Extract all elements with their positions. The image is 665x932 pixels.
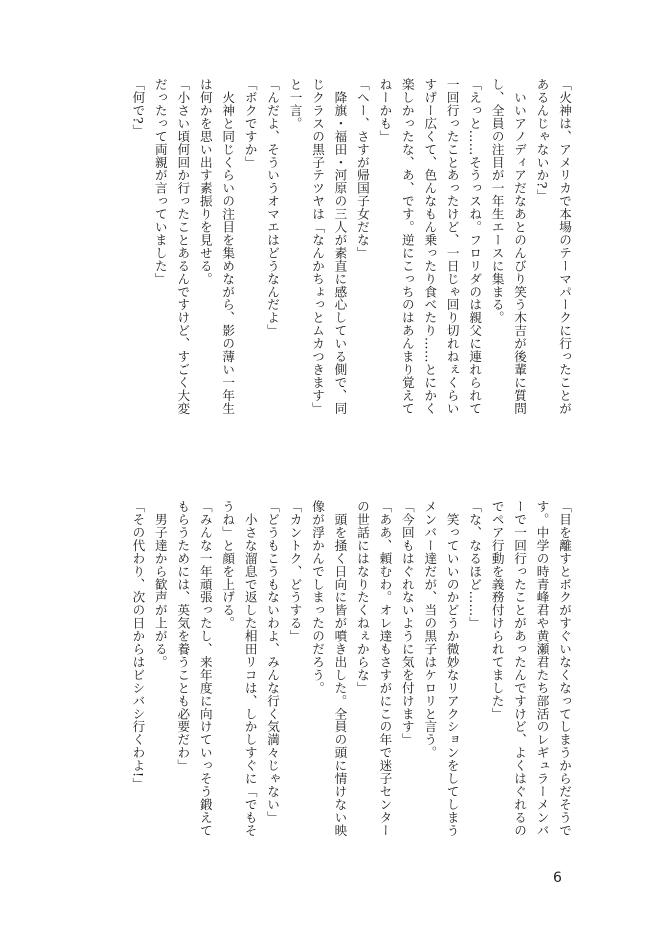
text-block-top [130,78,575,473]
text-line: だったって両親が言っていました」 [152,78,168,286]
text-line: 頭を掻く日向に皆が噴き出した。全員の頭に情けない映 [332,500,348,837]
text-line: 「目を離すとボクがすぐいなくなってしまうからだそうで [557,500,572,837]
text-line: 降旗・福田・河原の三人が素直に感心している側で、同 [332,78,348,415]
text-line: 「んだよ、そういうオマエはどうなんだよ」 [265,78,281,337]
text-line: でペア行動を義務付けられてました」 [489,500,505,721]
text-line: 「何で?」 [130,78,146,137]
text-line: いいアノディアだなあとのんびり笑う木吉が後輩に質問 [512,78,528,415]
text-line: メンバー達だが、当の黒子はケロリと言う。 [422,500,438,759]
text-line: 火神と同じくらいの注目を集めながら、影の薄い一年生 [220,78,236,415]
text-line: の世話にはなりたくねぇからな」 [354,500,370,695]
text-line: もらうためには、英気を養うことも必要だわ」 [175,500,191,772]
text-line: し、全員の注目が一年生エースに集まる。 [489,78,505,325]
text-line: 「どうもこうもないわよ、みんな行く気満々じゃない」 [265,500,281,824]
text-line: 「小さい頃何回か行ったことあるんですけど、すごく大変 [175,78,191,415]
text-line: 一回行ったことあったけど、一日じゃ回り切れねぇくらい [444,78,460,415]
text-line: ーで一回行ったことがあったんですけど、よくはぐれるの [512,500,528,837]
text-line: 楽しかったな、あ、です。逆にこっちのはあんまり覚えて [399,78,415,415]
text-line: と一言。 [287,78,303,130]
text-line: 「今回もはぐれないように気を付けます」 [399,500,415,747]
text-line: じクラスの黒子テツヤは「なんかちょっとムカつきます」 [310,78,326,415]
text-line: 「その代わり、次の日からはビシバシ行くわよ!」 [130,500,146,791]
text-line: 像が浮かんでしまったのだろう。 [310,500,326,695]
text-line: うね」と顔を上げる。 [220,500,236,630]
text-block-bottom [130,500,575,845]
text-line: 「な、なるほど……」 [467,500,483,630]
text-line: 「ああ、頼むわ。オレ達もさすがにこの年で迷子センター [377,500,393,837]
text-line: ねーかも」 [377,78,393,143]
text-line: 小さな溜息で返した相田リコは、しかしすぐに「でもそ [242,500,258,837]
text-line: す。中学の時青峰君や黄瀬君たち部活のレギュラーメンバ [534,500,550,837]
text-line: すげー広くて、色んなもん乗ったり食べたり……とにかく [422,78,438,415]
text-line: 男子達から歓声が上がる。 [152,500,168,669]
text-line: 「みんな一年頑張ったし、来年度に向けていっそう鍛えて [197,500,213,837]
text-line: は何かを思い出す素振りを見せる。 [197,78,213,286]
text-line: 「ボクですか」 [242,78,258,169]
text-line: あるんじゃないか?」 [534,78,550,202]
text-line: 笑っていいのかどうか微妙なリアクションをしてしまう [444,500,460,837]
text-line: 「カントク、どうする」 [287,500,303,643]
text-line: 「へー、さすが帰国子女だな」 [354,78,370,260]
text-line: 「火神は、アメリカで本場のテーマパークに行ったことが [557,78,572,415]
text-line: 「えっと……そうっスね。フロリダのは親父に連れられて [467,78,483,415]
page-number: 6 [553,870,562,886]
